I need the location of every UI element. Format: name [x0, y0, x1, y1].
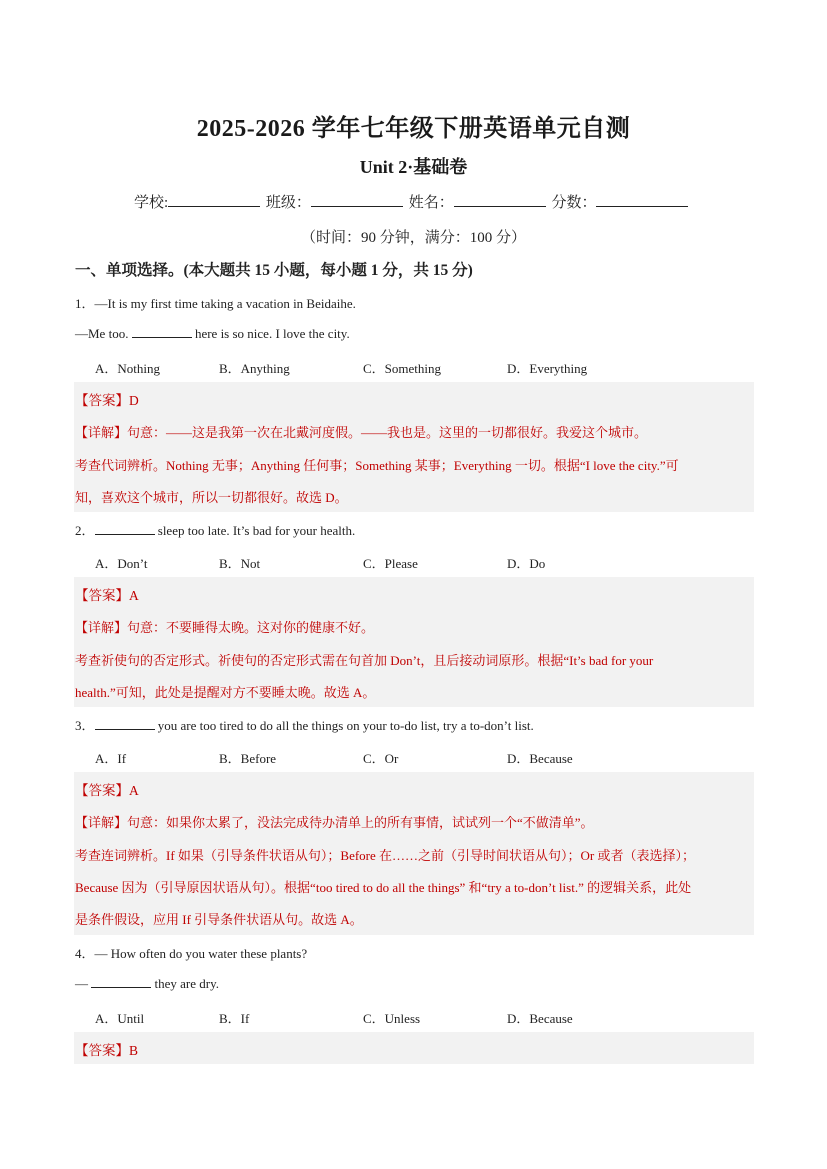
student-info-row	[134, 191, 690, 212]
question-4-answer: 【答案】B	[75, 1043, 139, 1058]
class-label: 班级：	[265, 195, 311, 211]
score-label: 分数：	[551, 195, 597, 211]
answer-blank	[95, 717, 155, 730]
question-2-stem: 2． sleep too late. It’s bad for your health.	[75, 523, 356, 538]
time-limit: （时间：90 分钟，满分：100 分）	[300, 230, 526, 246]
option-d[interactable]: D．Everything	[507, 361, 588, 376]
question-4-options	[95, 1008, 755, 1028]
question-1-answer: 【答案】D	[75, 393, 139, 408]
option-b[interactable]: B．Not	[219, 556, 261, 571]
question-3-explanation-line-1: 【详解】句意：如果你太累了，没法完成待办清单上的所有事情，试试列一个“不做清单”。	[75, 815, 594, 830]
answer-blank	[132, 325, 192, 338]
option-c[interactable]: C．Something	[363, 361, 442, 376]
name-blank[interactable]	[454, 191, 546, 207]
score-blank[interactable]	[596, 191, 688, 207]
answer-blank	[95, 522, 155, 535]
question-2-options	[95, 553, 755, 573]
question-3-answer: 【答案】A	[75, 783, 139, 798]
school-label: 学校:	[134, 195, 169, 211]
option-a[interactable]: A．Don’t	[95, 556, 148, 571]
option-d[interactable]: D．Because	[507, 1011, 573, 1026]
page-subtitle: Unit 2·基础卷	[359, 157, 468, 177]
option-a[interactable]: A．Until	[95, 1011, 145, 1026]
option-c[interactable]: C．Please	[363, 556, 418, 571]
question-3-explanation-line-4: 是条件假设，应用 If 引导条件状语从句。故选 A。	[75, 912, 363, 927]
question-2-explanation-line-1: 【详解】句意：不要睡得太晚。这对你的健康不好。	[75, 620, 375, 635]
option-a[interactable]: A．If	[95, 751, 127, 766]
question-3-stem: 3． you are too tired to do all the things on your to-do list, try a to-don’t list.	[75, 718, 534, 733]
question-1-stem-line-2: —Me too. here is so nice. I love the city.	[75, 326, 350, 341]
option-b[interactable]: B．If	[219, 1011, 250, 1026]
option-d[interactable]: D．Because	[507, 751, 573, 766]
question-2-explanation-line-3: health.”可知，此处是提醒对方不要睡太晚。故选 A。	[75, 685, 376, 700]
question-3-explanation-line-3: Because 因为（引导原因状语从句）。根据“too tired to do all the things” 和“try a to-don’t list.” 的逻辑关系，此处	[75, 880, 692, 895]
name-label: 姓名：	[408, 195, 454, 211]
answer-block-4	[74, 1032, 754, 1064]
option-c[interactable]: C．Or	[363, 751, 399, 766]
question-1-explanation-line-1: 【详解】句意：——这是我第一次在北戴河度假。——我也是。这里的一切都很好。我爱这个城市。	[75, 425, 648, 440]
option-a[interactable]: A．Nothing	[95, 361, 161, 376]
question-1-options	[95, 358, 755, 378]
page-title: 2025-2026 学年七年级下册英语单元自测	[196, 116, 631, 142]
option-c[interactable]: C．Unless	[363, 1011, 421, 1026]
section-heading: 一、单项选择。(本大题共 15 小题，每小题 1 分，共 15 分)	[75, 262, 473, 279]
question-1-stem-line-1: 1．—It is my first time taking a vacation in Beidaihe.	[75, 296, 356, 311]
option-b[interactable]: B．Anything	[219, 361, 290, 376]
question-4-stem-line-2: — they are dry.	[75, 976, 219, 991]
question-2-answer: 【答案】A	[75, 588, 139, 603]
question-4-stem-line-1: 4．— How often do you water these plants?	[75, 946, 308, 961]
question-1-explanation-line-3: 知，喜欢这个城市，所以一切都很好。故选 D。	[75, 490, 348, 505]
question-1-explanation-line-2: 考查代词辨析。Nothing 无事；Anything 任何事；Something 某事；Everything 一切。根据“I love the city.”可	[75, 458, 679, 473]
class-blank[interactable]	[311, 191, 403, 207]
question-3-options	[95, 748, 755, 768]
question-2-explanation-line-2: 考查祈使句的否定形式。祈使句的否定形式需在句首加 Don’t，且后接动词原形。根据“It’s bad for your	[75, 653, 654, 668]
question-3-explanation-line-2: 考查连词辨析。If 如果（引导条件状语从句）；Before 在……之前（引导时间状语从句）；Or 或者（表选择）；	[75, 848, 695, 863]
answer-blank	[91, 975, 151, 988]
school-blank[interactable]	[168, 191, 260, 207]
option-d[interactable]: D．Do	[507, 556, 546, 571]
option-b[interactable]: B．Before	[219, 751, 277, 766]
